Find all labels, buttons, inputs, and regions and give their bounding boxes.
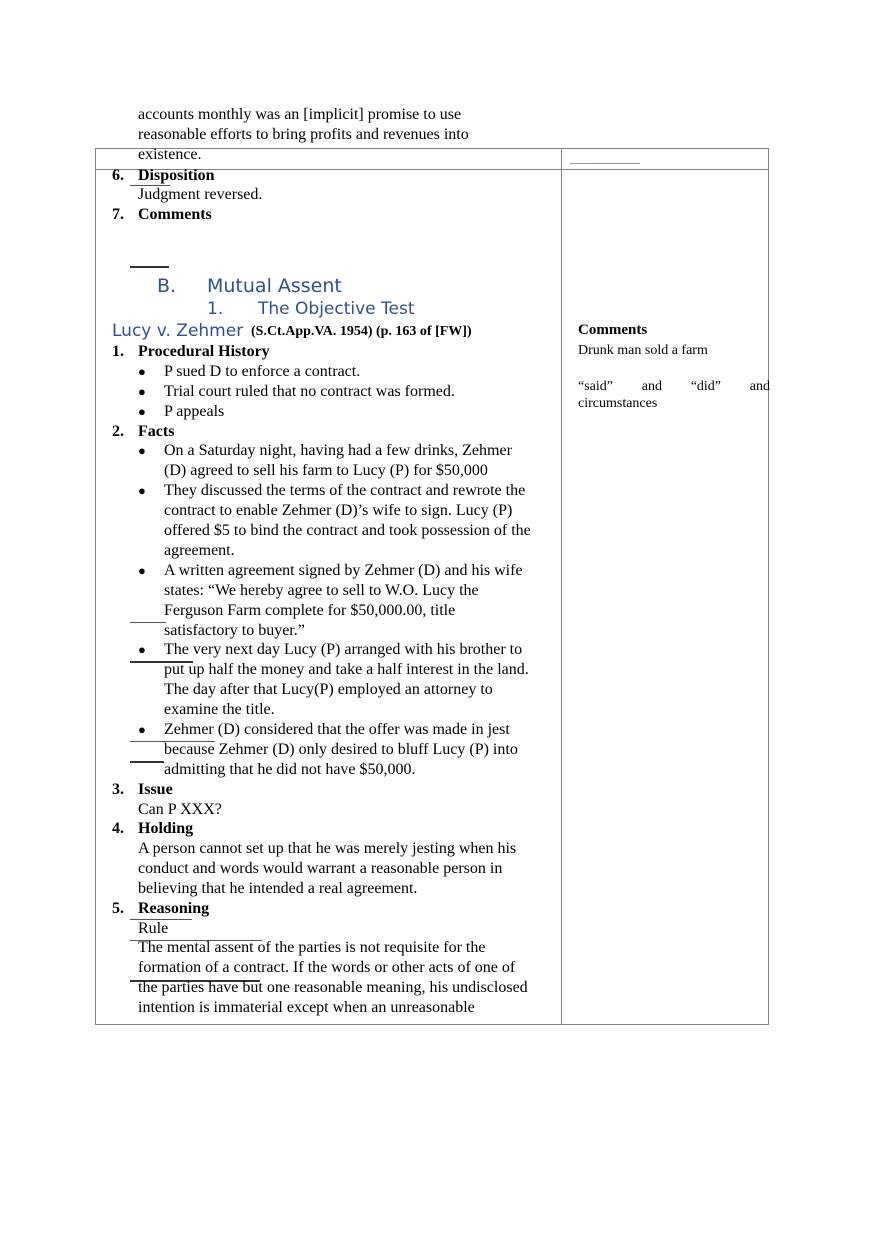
list-item: P sued D to enforce a contract. — [164, 363, 361, 380]
bullet-icon: ● — [138, 443, 146, 458]
comment-word: and — [749, 379, 770, 394]
list-item: (D) agreed to sell his farm to Lucy (P) for $50,000 — [164, 462, 488, 479]
disposition-number: 6. — [112, 167, 124, 184]
list-item: P appeals — [164, 403, 225, 420]
list-item: contract to enable Zehmer (D)’s wife to sign. Lucy (P) — [164, 502, 513, 519]
bullet-icon: ● — [138, 364, 146, 379]
section-title: Mutual Assent — [207, 275, 342, 297]
reasoning-line: The mental assent of the parties is not requisite for the — [138, 939, 486, 956]
paragraph-line: reasonable efforts to bring profits and revenues into — [138, 126, 469, 143]
right-top-blank-line: __________ — [570, 151, 640, 166]
list-item: Ferguson Farm complete for $50,000.00, title — [164, 602, 456, 619]
issue-heading: Issue — [138, 781, 173, 798]
bullet-icon: ● — [138, 722, 146, 737]
case-name: Lucy v. Zehmer — [112, 321, 244, 341]
list-item: offered $5 to bind the contract and took possession of the — [164, 522, 531, 539]
comments-column-heading: Comments — [578, 322, 648, 338]
facts-number: 2. — [112, 423, 124, 440]
bullet-icon: ● — [138, 404, 146, 419]
track-change-mark — [130, 761, 164, 763]
holding-line: A person cannot set up that he was merely jesting when his — [138, 840, 517, 857]
list-item: On a Saturday night, having had a few drinks, Zehmer — [164, 442, 512, 459]
paragraph-line: existence. — [138, 146, 202, 163]
issue-text: Can P XXX? — [138, 801, 222, 818]
track-change-mark — [130, 266, 169, 268]
facts-heading: Facts — [138, 423, 175, 440]
comments-number: 7. — [112, 206, 124, 223]
comments-heading: Comments — [138, 206, 212, 223]
case-citation: (S.Ct.App.VA. 1954) (p. 163 of [FW]) — [251, 324, 472, 339]
reasoning-line: the parties have but one reasonable meaning, his undisclosed — [138, 979, 528, 996]
comment-word: “said” — [578, 379, 613, 394]
list-item: They discussed the terms of the contract and rewrote the — [164, 482, 526, 499]
comment-justified-line — [578, 378, 770, 395]
comment-word: “did” — [690, 379, 722, 394]
list-item: put up half the money and take a half interest in the land. — [164, 661, 529, 678]
list-item: The very next day Lucy (P) arranged with his brother to — [164, 641, 523, 658]
table-border-left — [95, 148, 96, 1025]
list-item: Trial court ruled that no contract was formed. — [164, 383, 455, 400]
bullet-icon: ● — [138, 384, 146, 399]
table-border-bottom — [95, 1024, 769, 1025]
track-change-mark — [130, 622, 166, 623]
procedural-history-heading: Procedural History — [138, 343, 270, 360]
list-item: agreement. — [164, 542, 235, 559]
disposition-heading: Disposition — [138, 167, 215, 184]
subsection-number: 1. — [207, 299, 224, 319]
rule-label: Rule — [138, 920, 169, 937]
bullet-icon: ● — [138, 563, 146, 578]
list-item: states: “We hereby agree to sell to W.O. Lucy the — [164, 582, 479, 599]
list-item: Zehmer (D) considered that the offer was made in jest — [164, 721, 510, 738]
list-item: because Zehmer (D) only desired to bluff Lucy (P) into — [164, 741, 518, 758]
list-item: satisfactory to buyer.” — [164, 622, 305, 639]
holding-line: believing that he intended a real agreement. — [138, 880, 418, 897]
table-border-middle — [561, 148, 562, 1025]
procedural-history-number: 1. — [112, 343, 124, 360]
comment-word: and — [641, 379, 662, 394]
holding-line: conduct and words would warrant a reasonable person in — [138, 860, 503, 877]
bullet-icon: ● — [138, 483, 146, 498]
bullet-icon: ● — [138, 642, 146, 657]
comment-line: circumstances — [578, 396, 658, 411]
paragraph-line: accounts monthly was an [implicit] promise to use — [138, 106, 462, 123]
list-item: admitting that he did not have $50,000. — [164, 761, 416, 778]
holding-heading: Holding — [138, 820, 194, 837]
reasoning-line: formation of a contract. If the words or other acts of one of — [138, 959, 516, 976]
reasoning-heading: Reasoning — [138, 900, 210, 917]
list-item: The day after that Lucy(P) employed an attorney to — [164, 681, 493, 698]
comment-line: Drunk man sold a farm — [578, 343, 708, 358]
holding-number: 4. — [112, 820, 124, 837]
section-letter: B. — [157, 275, 177, 297]
list-item: examine the title. — [164, 701, 275, 718]
table-border-right — [768, 148, 769, 1025]
list-item: A written agreement signed by Zehmer (D) and his wife — [164, 562, 523, 579]
disposition-text: Judgment reversed. — [138, 186, 263, 203]
issue-number: 3. — [112, 781, 124, 798]
subsection-title: The Objective Test — [258, 299, 415, 319]
reasoning-number: 5. — [112, 900, 124, 917]
reasoning-line: intention is immaterial except when an unreasonable — [138, 999, 475, 1016]
